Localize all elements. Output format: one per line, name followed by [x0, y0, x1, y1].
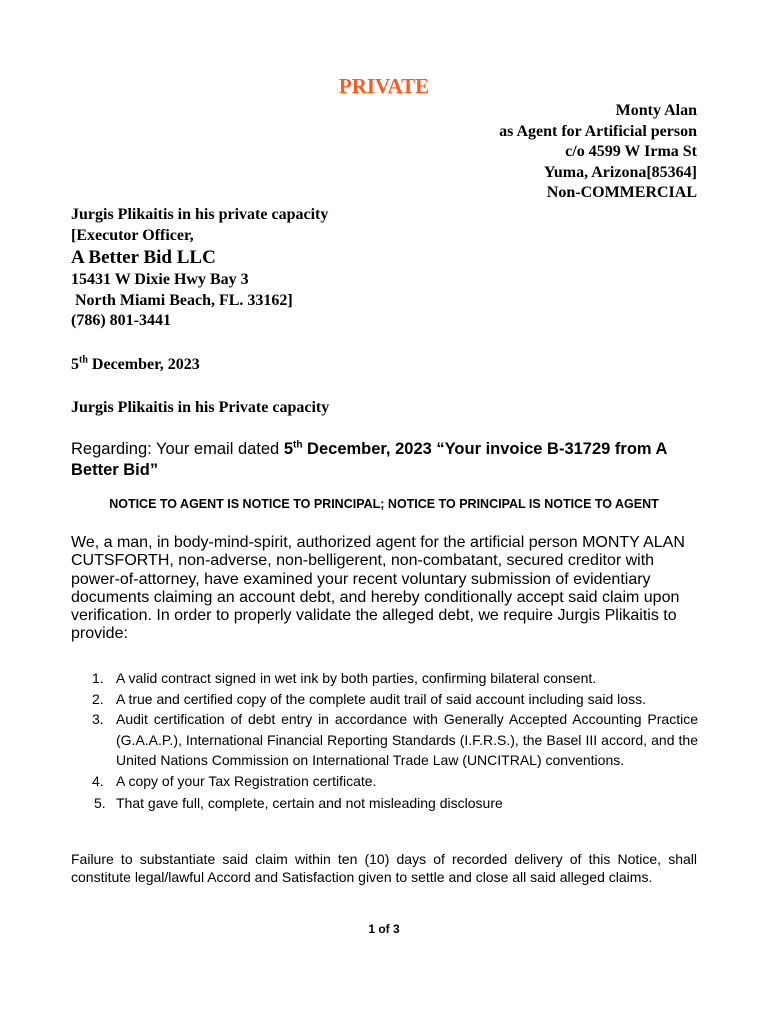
letter-date [71, 356, 200, 374]
list-item-number: 3. [92, 711, 104, 727]
list-item-text: Audit certification of debt entry in accordance with Generally Accepted Accounting Practice (G.A.A.P.), International Financial Reporting Standards (I.F.R.S.), the Basel III accord, and the United Nations Commission on International Trade Law (UNCITRAL) conventions. [116, 711, 698, 768]
list-item [71, 709, 698, 771]
recipient-street: 15431 W Dixie Hwy Bay 3 [71, 271, 249, 289]
date-day: 5 [71, 356, 79, 373]
recipient-city: North Miami Beach, FL. 33162] [71, 291, 293, 309]
date-rest: December, 2023 [87, 356, 200, 373]
sender-role: as Agent for Artificial person [499, 122, 697, 140]
regarding-subject: December, 2023 “Your invoice B-31729 from A Better Bid” [71, 440, 667, 479]
regarding-suffix: th [293, 439, 303, 451]
recipient-address-block [71, 205, 328, 332]
requirements-list [71, 668, 698, 814]
notice-heading: NOTICE TO AGENT IS NOTICE TO PRINCIPAL; NOTICE TO PRINCIPAL IS NOTICE TO AGENT [109, 497, 659, 511]
sender-address-block [499, 101, 697, 204]
list-item [71, 771, 698, 792]
list-item [71, 793, 698, 814]
list-item-number: 1. [92, 670, 104, 686]
list-item-text: A true and certified copy of the complete audit trail of said account including said loss. [116, 690, 646, 707]
list-item [71, 689, 698, 710]
list-item-text: A valid contract signed in wet ink by both parties, confirming bilateral consent. [116, 670, 597, 686]
regarding-prefix: Regarding: Your email dated [71, 440, 284, 458]
recipient-company: A Better Bid LLC [71, 247, 216, 269]
recipient-name: Jurgis Plikaitis in his private capacity [71, 206, 329, 223]
sender-name: Monty Alan [615, 102, 697, 119]
page-number: 1 of 3 [368, 922, 400, 936]
recipient-phone: (786) 801-3441 [71, 312, 171, 330]
closing-paragraph: Failure to substantiate said claim within ten (10) days of recorded delivery of this Notice, shall constitute legal/lawful Accord and Satisfaction given to settle and close all said alleged claims. [71, 851, 697, 885]
date-suffix: th [79, 354, 88, 366]
salutation-name: Jurgis Plikaitis in his Private capacity [71, 399, 330, 416]
sender-status: Non-COMMERCIAL [546, 184, 697, 202]
regarding-line [71, 439, 701, 481]
sender-city: Yuma, Arizona[85364] [543, 163, 697, 181]
list-item-text: A copy of your Tax Registration certificate. [116, 772, 377, 789]
recipient-role: [Executor Officer, [71, 226, 194, 244]
list-item-number: 5. [94, 795, 106, 811]
sender-street: c/o 4599 W Irma St [565, 143, 697, 161]
private-title: PRIVATE [338, 74, 430, 98]
list-item-text: That gave full, complete, certain and not misleading disclosure [116, 795, 503, 811]
list-item-number: 2. [92, 690, 104, 707]
list-item [71, 668, 698, 689]
regarding-day: 5 [283, 440, 294, 458]
list-item-number: 4. [92, 772, 104, 789]
body-paragraph: We, a man, in body-mind-spirit, authorized agent for the artificial person MONTY ALAN CUTSFORTH, non-adverse, non-belligerent, non-combatant, secured creditor with power-of-attorney, have examined your recent voluntary submission of evidentiary documents claiming an account debt, and hereby conditionally accept said claim upon verification. In order to properly validate the alleged debt, we require Jurgis Plikaitis to provide: [71, 534, 685, 643]
